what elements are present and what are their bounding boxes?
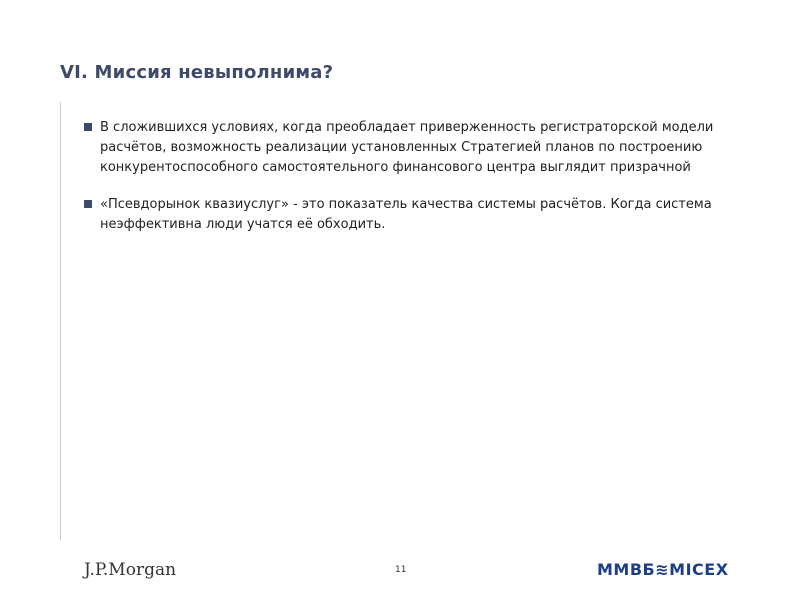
bullet-item: [84, 195, 734, 235]
square-bullet-icon: [84, 200, 92, 208]
bullet-text: В сложившихся условиях, когда преобладает приверженность регистраторской модели расчётов, возможность реализации установленных Стратегией планов по построению конкурентоспособного самостоятельного финансового центра выглядит призрачной: [100, 120, 714, 175]
bullet-text: «Псевдорынок квазиуслуг» - это показатель качества системы расчётов. Когда система неэффективна люди учатся её обходить.: [100, 197, 712, 232]
micex-logo: ММВБ≋MICEX: [597, 560, 729, 579]
jpmorgan-logo: J.P.Morgan: [84, 560, 177, 580]
slide-title: VI. Миссия невыполнима?: [60, 62, 334, 83]
page-number: 11: [395, 565, 407, 575]
left-divider-line: [60, 102, 61, 540]
bullet-item: [84, 118, 734, 178]
square-bullet-icon: [84, 123, 92, 131]
bullet-list: [84, 118, 734, 252]
